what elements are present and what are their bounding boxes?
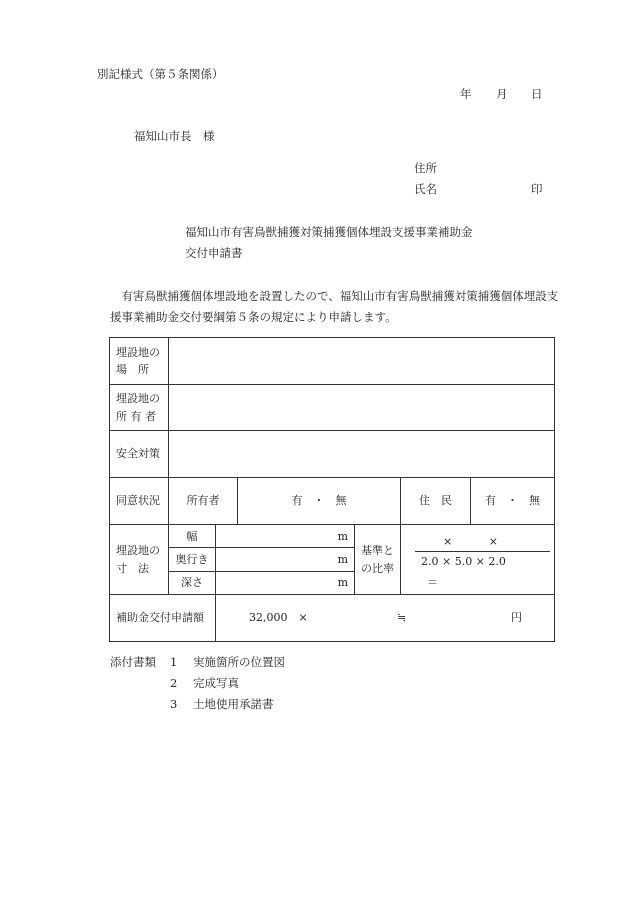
safety-label: 安全対策: [110, 431, 169, 478]
amount-label: 補助金交付申請額: [110, 595, 216, 642]
attachments-label: 添付書類: [110, 655, 156, 669]
seal-mark: 印: [531, 182, 543, 196]
attachment-no-2: 2: [170, 676, 178, 690]
addressee: 福知山市長 様: [134, 129, 215, 143]
amount-field[interactable]: [216, 595, 555, 642]
document-title-line1: 福知山市有害鳥獣捕獲対策捕獲個体埋設支援事業補助金: [185, 225, 473, 239]
owner-label: 埋設地の 所 有 者: [110, 385, 169, 431]
ratio-numerator: × ×: [443, 535, 498, 548]
width-field[interactable]: [216, 525, 355, 548]
date-year: 年: [460, 87, 472, 101]
safety-field[interactable]: [169, 431, 555, 478]
consent-residents-choice[interactable]: [401, 478, 555, 525]
safety-row: [110, 431, 555, 478]
depth-field[interactable]: [216, 571, 355, 594]
location-field[interactable]: [169, 338, 555, 385]
body-text-line2: 援事業補助金交付要綱第５条の規定により申請します。: [110, 310, 397, 324]
depth-unit: m: [337, 576, 348, 590]
approx-sign: ≒: [397, 611, 407, 624]
depth-length-label: 奥行き: [169, 548, 216, 571]
location-label: 埋設地の 場 所: [110, 338, 169, 385]
residents-choice[interactable]: 有 ・ 無: [485, 494, 541, 508]
ratio-denominator: 2.0 × 5.0 × 2.0: [421, 555, 506, 568]
owner-row: [110, 385, 555, 431]
application-table: [109, 337, 555, 642]
document-title-line2: 交付申請書: [185, 246, 243, 260]
ratio-label: 基準と の比率: [355, 525, 401, 595]
form-number: 別記様式（第５条関係）: [97, 67, 224, 81]
address-label: 住所: [414, 161, 437, 175]
attachment-item-2: 完成写真: [193, 676, 239, 690]
attachment-item-1: 実施箇所の位置図: [193, 655, 285, 669]
width-unit: m: [337, 529, 348, 543]
consent-row: [110, 478, 555, 525]
depth-length-unit: m: [337, 552, 348, 566]
amount-base: 32,000 ×: [249, 611, 308, 624]
residents-label: 住 民: [401, 478, 471, 524]
attachment-no-3: 3: [170, 697, 178, 711]
consent-owner-label: 所有者: [169, 478, 238, 525]
dims-row-width: [110, 525, 555, 548]
location-row: [110, 338, 555, 385]
consent-label: 同意状況: [110, 478, 169, 525]
yen-unit: 円: [511, 611, 522, 624]
attachment-no-1: 1: [170, 655, 178, 669]
date-day: 日: [531, 87, 543, 101]
depth-label: 深さ: [169, 571, 216, 594]
name-label: 氏名: [414, 182, 437, 196]
dims-label: 埋設地の 寸 法: [110, 525, 169, 595]
depth-length-field[interactable]: [216, 548, 355, 571]
amount-row: [110, 595, 555, 642]
attachment-item-3: 土地使用承諾書: [193, 697, 274, 711]
width-label: 幅: [169, 525, 216, 548]
consent-owner-choice[interactable]: 有 ・ 無: [238, 478, 401, 525]
body-text-line1: 有害鳥獣捕獲個体埋設地を設置したので、福知山市有害鳥獣捕獲対策捕獲個体埋設支: [110, 289, 559, 303]
owner-field[interactable]: [169, 385, 555, 431]
date-month: 月: [496, 87, 508, 101]
fraction-line: [415, 551, 550, 552]
ratio-cell[interactable]: [401, 525, 555, 595]
ratio-equals: ＝: [427, 576, 438, 589]
